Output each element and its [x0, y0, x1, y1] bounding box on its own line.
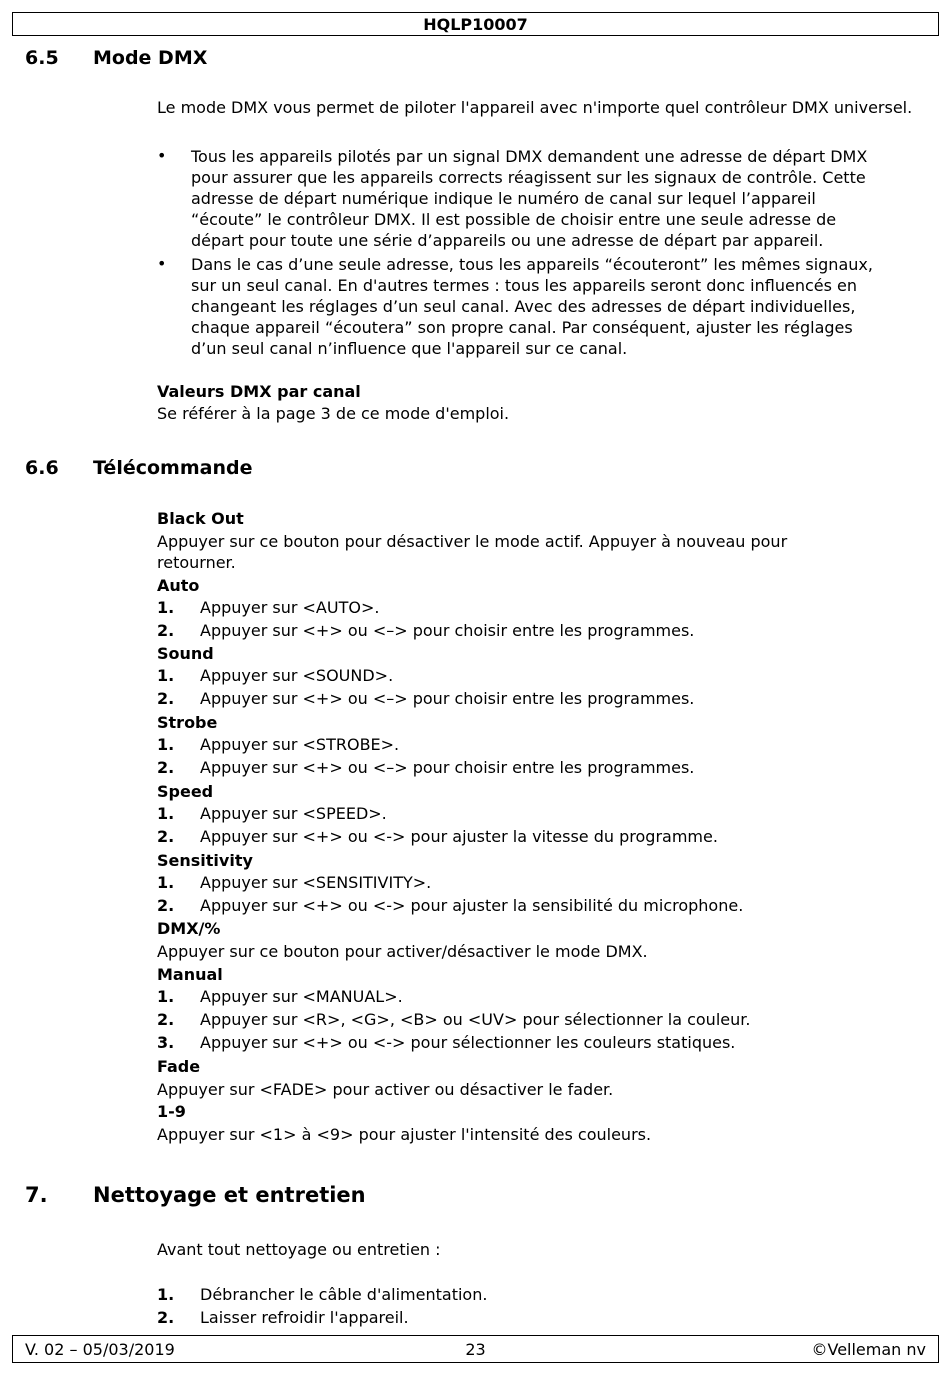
- section-number: 6.5: [25, 47, 59, 69]
- step-text: Appuyer sur <+> ou <–> pour choisir entre les programmes.: [200, 758, 695, 777]
- bullet-icon: •: [157, 254, 167, 273]
- paragraph: Se référer à la page 3 de ce mode d'emploi.: [157, 404, 510, 423]
- subheading: Sensitivity: [157, 851, 253, 870]
- page-footer: [12, 1335, 939, 1363]
- step-text: Appuyer sur <STROBE>.: [200, 735, 400, 754]
- subheading: DMX/%: [157, 919, 221, 938]
- step-number: 2.: [157, 689, 175, 708]
- section-title: Mode DMX: [93, 47, 208, 69]
- step-text: Appuyer sur <SPEED>.: [200, 804, 387, 823]
- step-number: 1.: [157, 1285, 175, 1304]
- step-number: 1.: [157, 598, 175, 617]
- paragraph: Appuyer sur <FADE> pour activer ou désactiver le fader.: [157, 1080, 614, 1099]
- section-title: Nettoyage et entretien: [93, 1183, 366, 1207]
- step-text: Appuyer sur <+> ou <-> pour ajuster la sensibilité du microphone.: [200, 896, 744, 915]
- step-text: Appuyer sur <SENSITIVITY>.: [200, 873, 432, 892]
- page-header: [12, 12, 939, 36]
- subheading: 1-9: [157, 1102, 186, 1121]
- page-number: 23: [465, 1340, 486, 1359]
- step-number: 1.: [157, 873, 175, 892]
- step-text: Appuyer sur <+> ou <–> pour choisir entre les programmes.: [200, 689, 695, 708]
- version-label: V. 02 – 05/03/2019: [25, 1340, 175, 1359]
- subheading: Valeurs DMX par canal: [157, 382, 361, 401]
- step-text: Appuyer sur <SOUND>.: [200, 666, 394, 685]
- step-number: 3.: [157, 1033, 175, 1052]
- step-number: 2.: [157, 1308, 175, 1327]
- bullet-item: Dans le cas d’une seule adresse, tous les appareils “écouteront” les mêmes signaux, sur un seul canal. En d'autres termes : tous les appareils seront donc influencés en changeant les réglages d’un seul canal. Avec des adresses de départ individuelles, chaque appareil “écoutera” son propre canal. Par conséquent, ajuster les réglages d’un seul canal n’influence que l'appareil sur ce canal.: [191, 255, 873, 358]
- subheading: Black Out: [157, 509, 244, 528]
- copyright-label: ©Velleman nv: [811, 1340, 926, 1359]
- step-text: Appuyer sur <+> ou <–> pour choisir entre les programmes.: [200, 621, 695, 640]
- subheading: Strobe: [157, 713, 218, 732]
- step-text: Appuyer sur <+> ou <-> pour sélectionner les couleurs statiques.: [200, 1033, 736, 1052]
- subheading: Sound: [157, 644, 214, 663]
- step-text: Appuyer sur <AUTO>.: [200, 598, 380, 617]
- step-text: Appuyer sur <MANUAL>.: [200, 987, 403, 1006]
- subheading: Manual: [157, 965, 223, 984]
- bullet-icon: •: [157, 146, 167, 165]
- paragraph: Le mode DMX vous permet de piloter l'appareil avec n'importe quel contrôleur DMX universel.: [157, 98, 913, 117]
- paragraph: Appuyer sur ce bouton pour désactiver le mode actif. Appuyer à nouveau pour retourner.: [157, 532, 788, 572]
- subheading: Fade: [157, 1057, 201, 1076]
- step-number: 1.: [157, 735, 175, 754]
- step-number: 2.: [157, 621, 175, 640]
- paragraph: Appuyer sur ce bouton pour activer/désactiver le mode DMX.: [157, 942, 648, 961]
- subheading: Speed: [157, 782, 214, 801]
- section-number: 7.: [25, 1183, 48, 1207]
- section-title: Télécommande: [93, 457, 253, 479]
- step-number: 2.: [157, 827, 175, 846]
- bullet-item: Tous les appareils pilotés par un signal DMX demandent une adresse de départ DMX pour assurer que les appareils corrects réagissent sur les signaux de contrôle. Cette adresse de départ numérique indique le numéro de canal sur lequel l’appareil “écoute” le contrôleur DMX. Il est possible de choisir entre une seule adresse de départ pour toute une série d’appareils ou une adresse de départ par appareil.: [191, 147, 868, 250]
- step-number: 2.: [157, 758, 175, 777]
- step-number: 2.: [157, 1010, 175, 1029]
- model-number: HQLP10007: [423, 15, 528, 34]
- step-number: 1.: [157, 804, 175, 823]
- section-number: 6.6: [25, 457, 59, 479]
- step-text: Appuyer sur <+> ou <-> pour ajuster la vitesse du programme.: [200, 827, 718, 846]
- paragraph: Avant tout nettoyage ou entretien :: [157, 1240, 441, 1259]
- step-text: Laisser refroidir l'appareil.: [200, 1308, 409, 1327]
- paragraph: Appuyer sur <1> à <9> pour ajuster l'intensité des couleurs.: [157, 1125, 652, 1144]
- step-text: Débrancher le câble d'alimentation.: [200, 1285, 488, 1304]
- subheading: Auto: [157, 576, 200, 595]
- step-number: 1.: [157, 987, 175, 1006]
- step-text: Appuyer sur <R>, <G>, <B> ou <UV> pour sélectionner la couleur.: [200, 1010, 751, 1029]
- step-number: 1.: [157, 666, 175, 685]
- step-number: 2.: [157, 896, 175, 915]
